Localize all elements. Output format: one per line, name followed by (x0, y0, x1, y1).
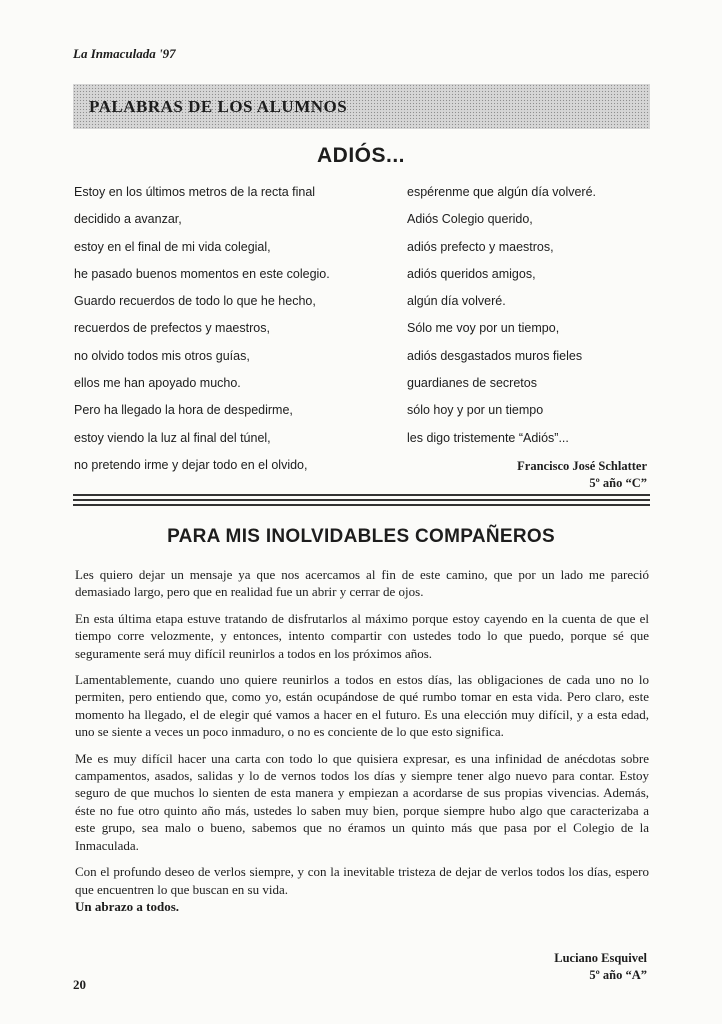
page-number: 20 (73, 977, 86, 992)
poem-line: Pero ha llegado la hora de despedirme, (74, 403, 293, 418)
poem-line: decidido a avanzar, (74, 212, 182, 227)
poem-line: adiós prefecto y maestros, (407, 239, 554, 254)
poem-line: Sólo me voy por un tiempo, (407, 321, 560, 336)
letter-grade: 5º año “A” (589, 968, 647, 982)
poem-grade: 5º año “C” (589, 476, 647, 490)
poem-line: he pasado buenos momentos en este colegio. (74, 266, 330, 281)
poem-line: Estoy en los últimos metros de la recta final (74, 185, 316, 199)
section-header-band (73, 84, 650, 129)
poem-line: algún día volveré. (407, 294, 506, 309)
letter-paragraph: Lamentablemente, cuando uno quiere reunirlos a todos en estos días, las obligaciones de cada uno no lo permiten, pero entiendo que, como yo, están ocupándose de qué rumbo tomar en esta vida. Pero claro, este momento ha llegado, el de elegir qué vamos a hacer en el futuro. Es una elección muy difícil, y a esta edad, uno se siente a veces un poco inmaduro, o no es conciente de lo que esto significa. (75, 672, 649, 740)
letter-paragraph: Con el profundo deseo de verlos siempre, y con la inevitable tristeza de dejar de verlos todos los días, espero que encuentren lo que buscan en su vida. (75, 864, 649, 897)
letter-author: Luciano Esquivel (554, 951, 647, 965)
poem-column-left (74, 179, 330, 479)
poem-line: les digo tristemente “Adiós”... (407, 430, 569, 445)
running-head: La Inmaculada '97 (73, 46, 176, 61)
poem-line: estoy viendo la luz al final del túnel, (74, 430, 271, 445)
poem-title: ADIÓS... (316, 144, 405, 167)
poem-author: Francisco José Schlatter (517, 459, 647, 473)
letter-paragraph: Les quiero dejar un mensaje ya que nos acercamos al fin de este camino, que por un lado me pareció demasiado largo, pero que en realidad fue un abrir y cerrar de ojos. (75, 567, 649, 600)
letter-title: PARA MIS INOLVIDABLES COMPAÑEROS (167, 526, 555, 547)
poem-line: Adiós Colegio querido, (407, 212, 533, 227)
poem-line: no pretendo irme y dejar todo en el olvido, (74, 457, 308, 472)
poem-line: estoy en el final de mi vida colegial, (74, 239, 271, 254)
section-divider (73, 494, 650, 506)
letter-signature (554, 950, 647, 984)
poem-line: guardianes de secretos (407, 376, 537, 391)
letter-body (75, 566, 649, 924)
poem-line: espérenme que algún día volveré. (407, 185, 597, 199)
poem-line: adiós desgastados muros fieles (407, 348, 583, 363)
poem-column-right (407, 179, 596, 452)
letter-paragraph: En esta última etapa estuve tratando de disfrutarlos al máximo porque estoy cayendo en la cuenta de que el tiempo corre velozmente, y entonces, intento compartir con ustedes todo lo que puedo, porque sé que seguramente será muy difícil reunirlos a todos en los próximos años. (75, 610, 649, 661)
poem-signature (517, 458, 647, 492)
letter-closing: Un abrazo a todos. (75, 898, 180, 914)
poem-line: no olvido todos mis otros guías, (74, 348, 250, 363)
poem-line: recuerdos de prefectos y maestros, (74, 321, 270, 336)
poem-line: adiós queridos amigos, (407, 266, 536, 281)
poem-line: ellos me han apoyado mucho. (74, 376, 241, 391)
section-title: PALABRAS DE LOS ALUMNOS (89, 97, 348, 116)
letter-paragraph: Me es muy difícil hacer una carta con todo lo que quisiera expresar, es una infinidad de anécdotas sobre campamentos, asados, salidas y lo de vernos todos los días y siempre tener algo nuevo para contar. Estoy seguro de que muchos lo sienten de esta manera y empiezan a acordarse de sus propias vivencias. Además, éste no fue otro quinto año más, ustedes lo saben muy bien, porque siempre hubo algo que caracterizaba a este grupo, sea malo o bueno, sabemos que no éramos un quinto más que pasa por el Colegio de la Inmaculada. (75, 750, 649, 853)
poem-line: Guardo recuerdos de todo lo que he hecho, (74, 294, 316, 309)
poem-line: sólo hoy y por un tiempo (407, 403, 544, 418)
